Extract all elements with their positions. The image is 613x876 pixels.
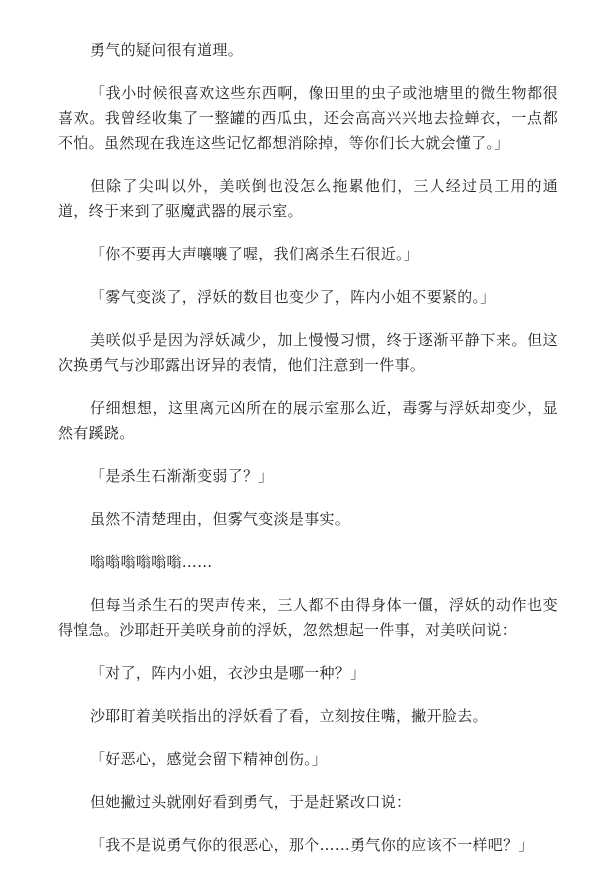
document-page — [58, 38, 558, 876]
paragraph: 「好恶心，感觉会留下精神创伤。」 — [90, 750, 328, 768]
paragraph: 但除了尖叫以外，美咲倒也没怎么拖累他们，三人经过员工用的通道，终于来到了驱魔武器的展示室。 — [58, 177, 558, 220]
paragraph: 「对了，阵内小姐，衣沙虫是哪一种？」 — [90, 664, 366, 682]
paragraph: 嗡嗡嗡嗡嗡嗡…… — [90, 553, 213, 571]
paragraph: 美咲似乎是因为浮妖减少，加上慢慢习惯，终于逐渐平静下来。但这次换勇气与沙耶露出讶异的表情，他们注意到一件事。 — [58, 331, 558, 374]
paragraph: 「你不要再大声嚷嚷了喔，我们离杀生石很近。」 — [90, 245, 420, 263]
paragraph: 但她撇过头就刚好看到勇气，于是赶紧改口说： — [90, 793, 412, 811]
paragraph: 仔细想想，这里离元凶所在的展示室那么近，毒雾与浮妖却变少，显然有蹊跷。 — [58, 399, 558, 442]
paragraph: 沙耶盯着美咲指出的浮妖看了看，立刻按住嘴，撇开脸去。 — [90, 707, 488, 725]
paragraph: 勇气的疑问很有道理。 — [90, 41, 244, 59]
paragraph: 「我不是说勇气你的很恶心，那个……勇气你的应该不一样吧？」 — [90, 836, 534, 854]
paragraph: 但每当杀生石的哭声传来，三人都不由得身体一僵，浮妖的动作也变得惶急。沙耶赶开美咲身前的浮妖，忽然想起一件事，对美咲问说： — [58, 596, 558, 639]
paragraph: 「是杀生石渐渐变弱了？」 — [90, 467, 274, 485]
paragraph: 「我小时候很喜欢这些东西啊，像田里的虫子或池塘里的微生物都很喜欢。我曾经收集了一整罐的西瓜虫，还会高高兴兴地去捡蝉衣，一点都不怕。虽然现在我连这些记忆都想消除掉，等你们长大就会懂了。」 — [58, 84, 558, 152]
paragraph: 「雾气变淡了，浮妖的数目也变少了，阵内小姐不要紧的。」 — [90, 288, 496, 306]
paragraph: 虽然不清楚理由，但雾气变淡是事实。 — [90, 510, 351, 528]
